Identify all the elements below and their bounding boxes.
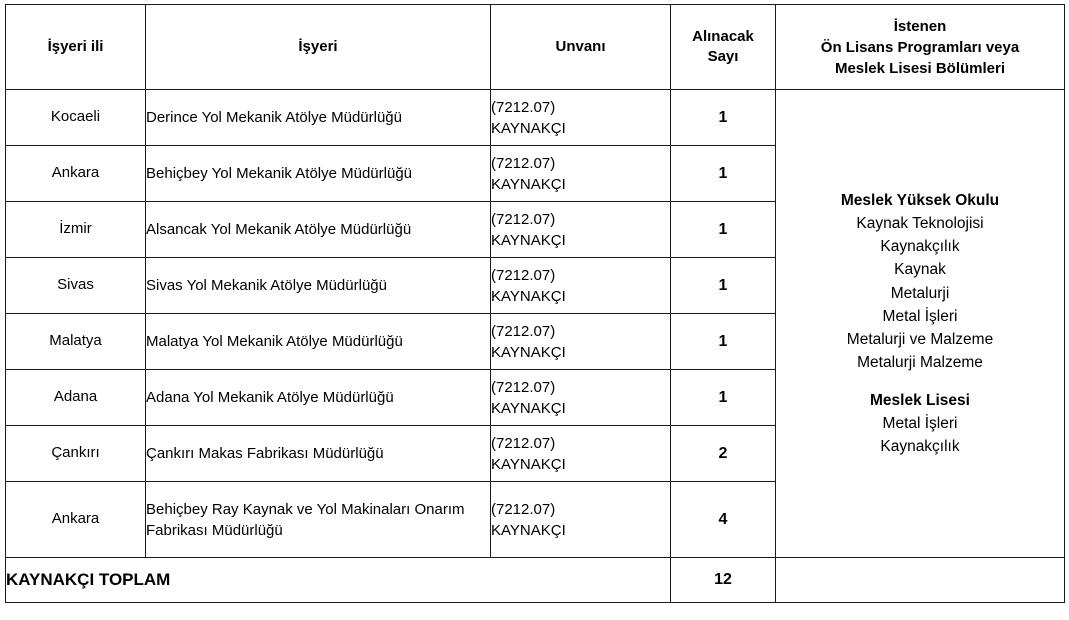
column-header-workplace: İşyeri <box>146 5 491 90</box>
cell-workplace: Alsancak Yol Mekanik Atölye Müdürlüğü <box>146 202 491 258</box>
programs-group1-item: Kaynakçılık <box>880 238 960 256</box>
table-total-row <box>6 558 1065 603</box>
cell-title-code: (7212.07) <box>491 434 556 452</box>
cell-title-code: (7212.07) <box>491 500 556 518</box>
table-header-row <box>6 5 1065 90</box>
total-empty-cell <box>776 558 1065 603</box>
table-row <box>6 90 1065 146</box>
cell-workplace: Adana Yol Mekanik Atölye Müdürlüğü <box>146 370 491 426</box>
table-body <box>6 90 1065 603</box>
programs-group2-heading: Meslek Lisesi <box>870 391 970 409</box>
cell-title-code: (7212.07) <box>491 154 556 172</box>
column-header-count-line1: Alınacak <box>692 27 754 45</box>
cell-city: Ankara <box>6 482 146 558</box>
cell-title <box>491 258 671 314</box>
cell-title-name: KAYNAKÇI <box>491 287 566 305</box>
programs-group-separator <box>776 375 1064 389</box>
cell-city: Ankara <box>6 146 146 202</box>
programs-group1-item: Kaynak Teknolojisi <box>856 214 984 232</box>
cell-title <box>491 202 671 258</box>
programs-group1-item: Metalurji <box>890 284 950 302</box>
cell-city: Adana <box>6 370 146 426</box>
total-label: KAYNAKÇI TOPLAM <box>6 558 671 603</box>
column-header-programs-line3: Meslek Lisesi Bölümleri <box>834 59 1006 77</box>
cell-workplace: Behiçbey Yol Mekanik Atölye Müdürlüğü <box>146 146 491 202</box>
cell-city: İzmir <box>6 202 146 258</box>
column-header-programs <box>776 5 1065 90</box>
cell-city: Malatya <box>6 314 146 370</box>
cell-title <box>491 426 671 482</box>
programs-group1-heading: Meslek Yüksek Okulu <box>840 191 1000 209</box>
cell-title <box>491 482 671 558</box>
programs-group2-item: Kaynakçılık <box>880 438 960 456</box>
cell-city: Kocaeli <box>6 90 146 146</box>
table-header <box>6 5 1065 90</box>
programs-group2-item: Metal İşleri <box>882 414 958 432</box>
cell-count: 1 <box>671 370 776 426</box>
cell-title <box>491 314 671 370</box>
programs-group1-item: Metalurji ve Malzeme <box>846 331 994 349</box>
cell-title-name: KAYNAKÇI <box>491 521 566 539</box>
column-header-count <box>671 5 776 90</box>
column-header-programs-line2: Ön Lisans Programları veya <box>820 38 1020 56</box>
cell-workplace: Behiçbey Ray Kaynak ve Yol Makinaları Onarım Fabrikası Müdürlüğü <box>146 482 491 558</box>
cell-title <box>491 146 671 202</box>
column-header-programs-line1: İstenen <box>893 17 947 35</box>
cell-count: 2 <box>671 426 776 482</box>
cell-title-name: KAYNAKÇI <box>491 455 566 473</box>
cell-title-code: (7212.07) <box>491 210 556 228</box>
programs-group1-item: Metalurji Malzeme <box>857 354 983 372</box>
column-header-title: Unvanı <box>491 5 671 90</box>
cell-title-code: (7212.07) <box>491 266 556 284</box>
cell-city: Sivas <box>6 258 146 314</box>
cell-city: Çankırı <box>6 426 146 482</box>
cell-count: 1 <box>671 314 776 370</box>
cell-workplace: Sivas Yol Mekanik Atölye Müdürlüğü <box>146 258 491 314</box>
cell-title <box>491 370 671 426</box>
cell-count: 4 <box>671 482 776 558</box>
programs-group1-item: Metal İşleri <box>882 307 958 325</box>
cell-title-name: KAYNAKÇI <box>491 343 566 361</box>
cell-title-name: KAYNAKÇI <box>491 399 566 417</box>
cell-title <box>491 90 671 146</box>
column-header-count-line2: Sayı <box>707 48 739 65</box>
total-count: 12 <box>671 558 776 603</box>
cell-programs <box>776 90 1065 558</box>
cell-title-name: KAYNAKÇI <box>491 231 566 249</box>
cell-title-code: (7212.07) <box>491 322 556 340</box>
cell-workplace: Derince Yol Mekanik Atölye Müdürlüğü <box>146 90 491 146</box>
programs-group1-item: Kaynak <box>894 261 946 279</box>
cell-count: 1 <box>671 146 776 202</box>
cell-workplace: Çankırı Makas Fabrikası Müdürlüğü <box>146 426 491 482</box>
cell-title-name: KAYNAKÇI <box>491 175 566 193</box>
cell-count: 1 <box>671 258 776 314</box>
recruitment-table <box>5 4 1065 603</box>
document-page <box>0 4 1069 620</box>
cell-title-name: KAYNAKÇI <box>491 119 566 137</box>
cell-count: 1 <box>671 202 776 258</box>
cell-count: 1 <box>671 90 776 146</box>
cell-title-code: (7212.07) <box>491 378 556 396</box>
cell-title-code: (7212.07) <box>491 98 556 116</box>
cell-workplace: Malatya Yol Mekanik Atölye Müdürlüğü <box>146 314 491 370</box>
column-header-city: İşyeri ili <box>6 5 146 90</box>
